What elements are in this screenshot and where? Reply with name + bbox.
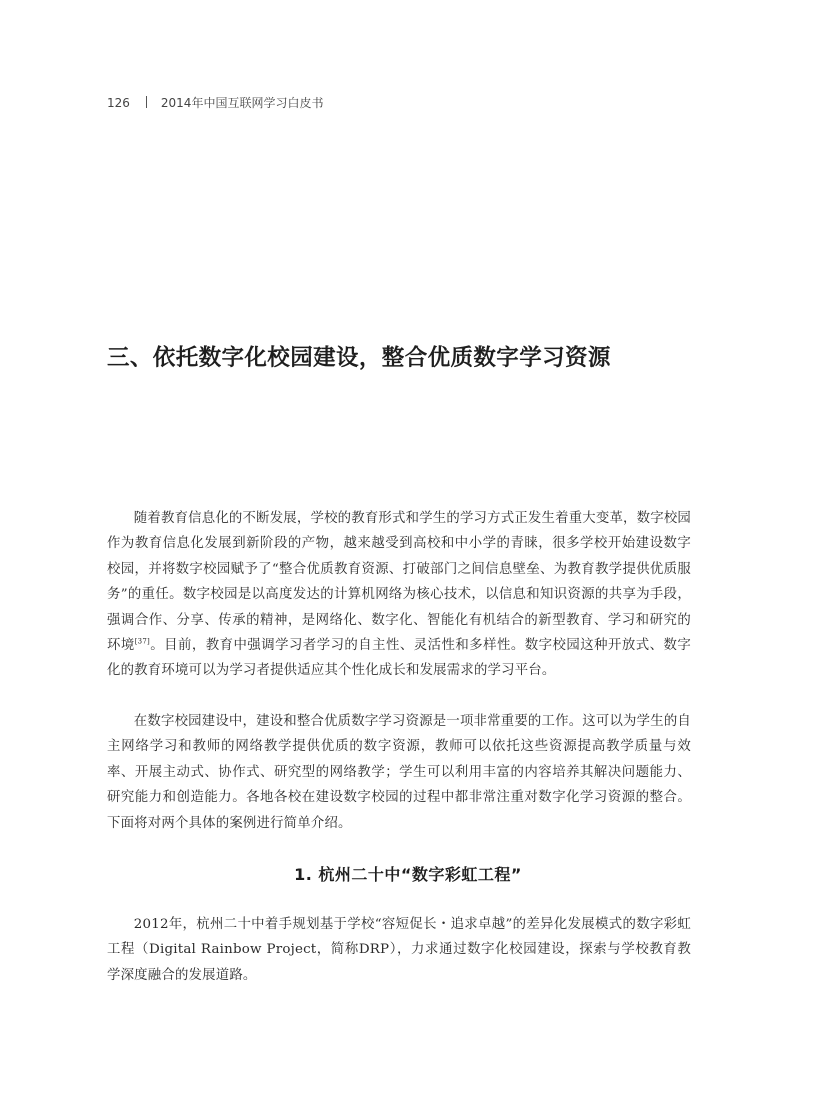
book-title: 2014年中国互联网学习白皮书 (160, 96, 324, 110)
header-divider (146, 96, 147, 108)
paragraph-drp-case: 2012年，杭州二十中着手规划基于学校“容短促长・追求卓越”的差异化发展模式的数字彩虹工程（Digital Rainbow Project，简称DRP），力求通过数字化校园建设，探索与学校教育教学深度融合的发展道路。 (107, 917, 691, 983)
running-header (107, 94, 323, 111)
paragraph-digital-campus-intro (107, 506, 691, 684)
citation-reference: [37] (134, 637, 150, 646)
paragraph-resource-integration: 在数字校园建设中，建设和整合优质数字学习资源是一项非常重要的工作。这可以为学生的自主网络学习和教师的网络教学提供优质的数字资源，教师可以依托这些资源提高教学质量与效率、开展主动式、协作式、研究型的网络教学；学生可以利用丰富的内容培养其解决问题能力、研究能力和创造能力。各地各校在建设数字校园的过程中都非常注重对数字化学习资源的整合。下面将对两个具体的案例进行简单介绍。 (107, 714, 692, 831)
paragraph-text: 。目前，教育中强调学习者学习的自主性、灵活性和多样性。数字校园这种开放式、数字化的教育环境可以为学习者提供适应其个性化成长和发展需求的学习平台。 (107, 638, 691, 679)
page-number: 126 (107, 96, 130, 110)
subsection-title: 1. 杭州二十中“数字彩虹工程” (294, 865, 522, 884)
paragraph-text: 随着教育信息化的不断发展，学校的教育形式和学生的学习方式正发生着重大变革，数字校园作为教育信息化发展到新阶段的产物，越来越受到高校和中小学的青睐，很多学校开始建设数字校园，并将数字校园赋予了“整合优质教育资源、打破部门之间信息壁垒、为教育教学提供优质服务”的重任。数字校园是以高度发达的计算机网络为核心技术，以信息和知识资源的共享为手段，强调合作、分享、传承的精神，是网络化、数字化、智能化有机结合的新型教育、学习和研究的环境 (107, 511, 692, 654)
section-title: 三、依托数字化校园建设，整合优质数字学习资源 (107, 345, 611, 371)
